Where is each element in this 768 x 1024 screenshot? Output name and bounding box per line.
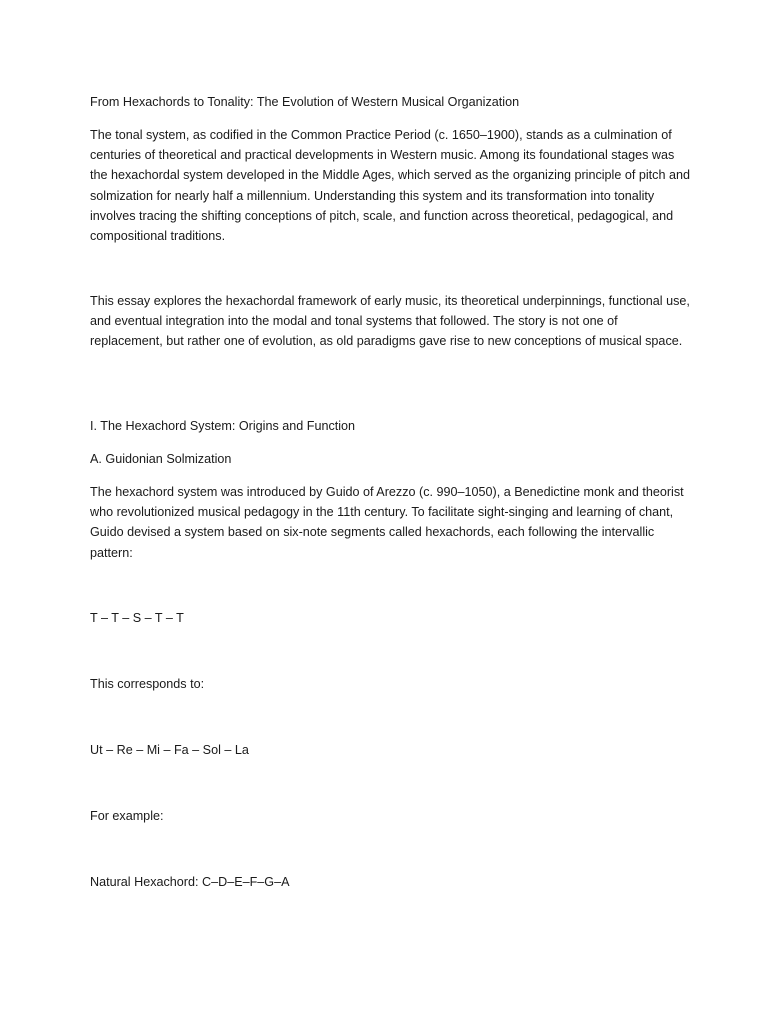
subsection-heading: A. Guidonian Solmization [90,452,232,466]
corresponds-label: This corresponds to: [90,677,205,691]
natural-hexachord: Natural Hexachord: C–D–E–F–G–A [90,875,290,889]
hexachord-paragraph: The hexachord system was introduced by Guido of Arezzo (c. 990–1050), a Benedictine monk and theorist who revolutionized musical pedagogy in the 11th century. To facilitate sight-singing and learning of chant, Guido devised a system based on six-note segments called hexachords, each following the intervallic pattern: [90,485,684,560]
essay-paragraph: This essay explores the hexachordal framework of early music, its theoretical underpinnings, functional use, and eventual integration into the modal and tonal systems that followed. The story is not one of replacement, but rather one of evolution, as old paradigms gave rise to new conceptions of musical space. [90,294,690,349]
intro-paragraph: The tonal system, as codified in the Common Practice Period (c. 1650–1900), stands as a culmination of centuries of theoretical and practical developments in Western music. Among its foundational stages was the hexachordal system developed in the Middle Ages, which served as the organizing principle of pitch and solmization for nearly half a millennium. Understanding this system and its transformation into tonality involves tracing the shifting conceptions of pitch, scale, and function across theoretical, pedagogical, and compositional traditions. [90,128,690,244]
document-title: From Hexachords to Tonality: The Evolution of Western Musical Organization [90,95,520,109]
interval-pattern: T – T – S – T – T [90,611,184,625]
example-label: For example: [90,809,164,823]
solmization-syllables: Ut – Re – Mi – Fa – Sol – La [90,743,249,757]
section-heading: I. The Hexachord System: Origins and Function [90,419,356,433]
